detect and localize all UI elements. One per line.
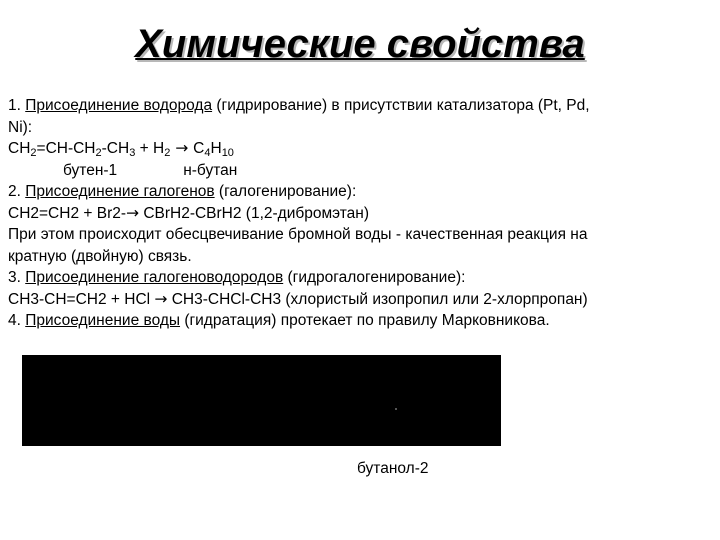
hydrohalogenation-equation bbox=[8, 289, 712, 311]
item-1-continuation: Ni): bbox=[8, 118, 33, 136]
eq1-subscript: 3 bbox=[129, 147, 136, 159]
item-1-text: (гидрирование) в присутствии катализатора (Pt, Pd, bbox=[212, 97, 590, 114]
eq1-part: H bbox=[210, 140, 222, 157]
item-3-number: 3. bbox=[8, 269, 26, 286]
item-2-heading: Присоединение галогенов bbox=[25, 183, 215, 200]
eq1-subscript: 2 bbox=[164, 147, 171, 159]
item-4-text: (гидратация) протекает по правилу Марковникова. bbox=[180, 312, 550, 329]
image-speck bbox=[395, 408, 397, 410]
reaction-arrow: → bbox=[154, 289, 168, 308]
eq1-part: CH bbox=[8, 140, 31, 157]
eq1-subscript: 10 bbox=[221, 147, 234, 159]
item-3-heading: Присоединение галогеноводородов bbox=[25, 269, 284, 286]
item-3-text: (гидрогалогенирование): bbox=[283, 269, 466, 286]
reaction-arrow: → bbox=[170, 139, 194, 157]
item-2-number: 2. bbox=[8, 183, 26, 200]
eq1-part: C bbox=[193, 140, 205, 157]
note-line-2: кратную (двойную) связь. bbox=[8, 247, 192, 265]
eq1-part: =CH-CH bbox=[36, 140, 96, 157]
halogenation-equation bbox=[8, 203, 712, 225]
eq3-right: CH3-CHCl-CH3 (хлористый изопропил или 2-хлорпропан) bbox=[167, 290, 588, 308]
compound-names-line bbox=[8, 160, 712, 182]
butanol-caption: бутанол-2 bbox=[357, 460, 429, 477]
eq1-subscript: 2 bbox=[95, 147, 102, 159]
slide-body bbox=[8, 95, 712, 332]
item-1-heading: Присоединение водорода bbox=[25, 97, 213, 114]
item-1-number: 1. bbox=[8, 97, 26, 114]
reaction-image-placeholder bbox=[22, 355, 501, 446]
item-2-line bbox=[8, 181, 712, 203]
eq1-part: + H bbox=[135, 140, 165, 157]
eq2-right: CBrH2-CBrH2 (1,2-дибромэтан) bbox=[139, 204, 369, 222]
hydrogenation-equation bbox=[8, 138, 712, 160]
item-2-text: (галогенирование): bbox=[214, 183, 357, 200]
note-line-1: При этом происходит обесцвечивание бромной воды - качественная реакция на bbox=[8, 226, 588, 243]
slide-title: Химические свойства bbox=[135, 22, 585, 66]
eq1-subscript: 4 bbox=[204, 147, 211, 159]
eq3-left: CH3-CH=CH2 + HCl bbox=[8, 290, 155, 308]
item-4-number: 4. bbox=[8, 312, 26, 329]
reaction-arrow: → bbox=[126, 203, 140, 222]
item-3-line bbox=[8, 267, 712, 289]
butane-name: н-бутан bbox=[183, 161, 238, 179]
item-4-heading: Присоединение воды bbox=[25, 312, 181, 329]
item-4-line bbox=[8, 310, 712, 332]
eq1-part: -CH bbox=[101, 140, 130, 157]
item-1-line bbox=[8, 95, 712, 117]
butene-name: бутен-1 bbox=[63, 161, 118, 179]
eq1-subscript: 2 bbox=[30, 147, 37, 159]
eq2-left: CH2=CH2 + Br2- bbox=[8, 204, 127, 222]
